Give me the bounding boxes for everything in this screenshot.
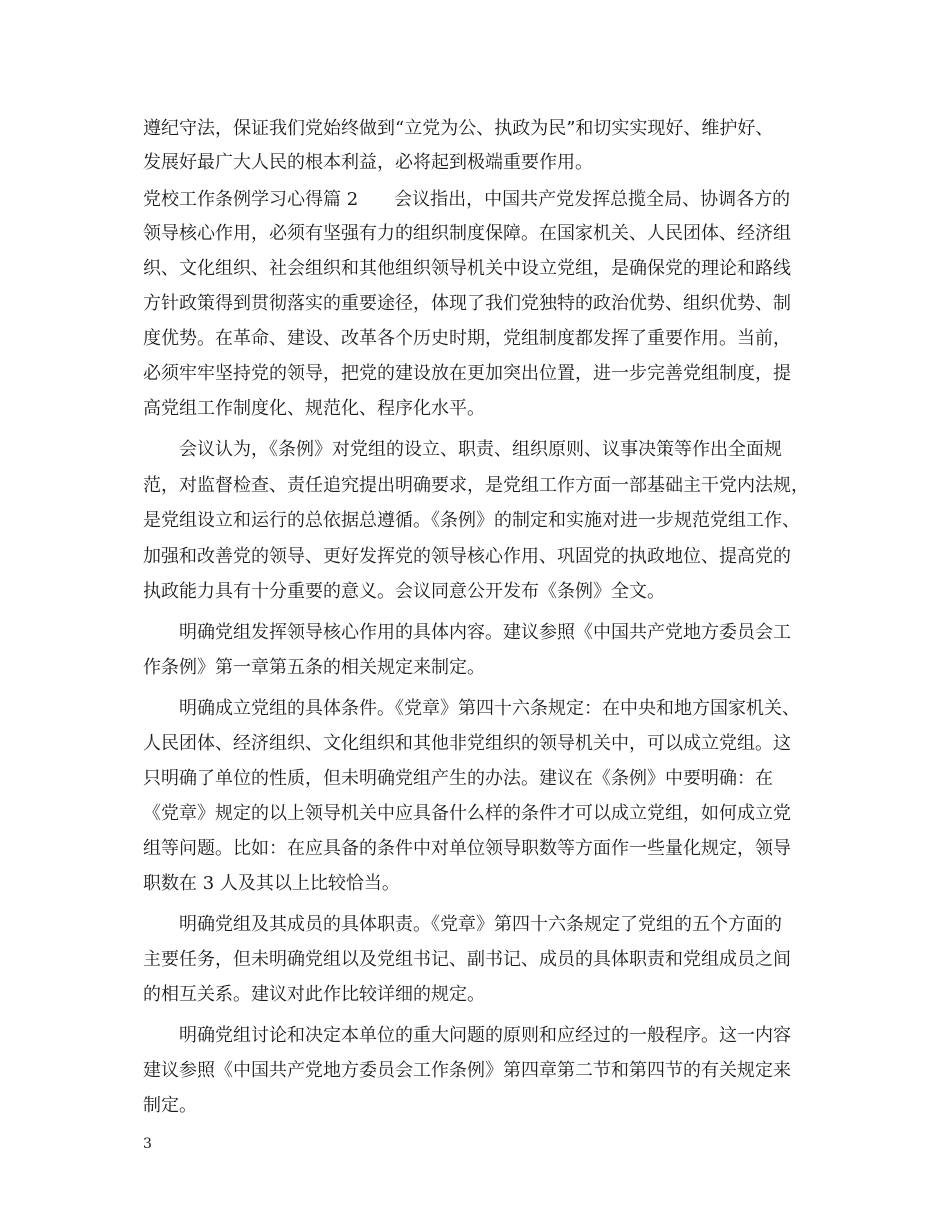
text-line: 《党章》规定的以上领导机关中应具备什么样的条件才可以成立党组，如何成立党 bbox=[143, 803, 791, 824]
text-line: 加强和改善党的领导、更好发挥党的领导核心作用、巩固党的执政地位、提高党的 bbox=[143, 546, 791, 567]
text-line: 方针政策得到贯彻落实的重要途径，体现了我们党独特的政治优势、组织优势、制 bbox=[143, 293, 791, 314]
text-line: 明确党组发挥领导核心作用的具体内容。建议参照《中国共产党地方委员会工 bbox=[143, 622, 791, 643]
text-line: 人民团体、经济组织、文化组织和其他非党组织的领导机关中，可以成立党组。这 bbox=[143, 733, 791, 754]
text-line: 范，对监督检查、责任追究提出明确要求，是党组工作方面一部基础主干党内法规， bbox=[143, 475, 809, 496]
text-line: 高党组工作制度化、规范化、程序化水平。 bbox=[143, 398, 485, 419]
text-line: 主要任务，但未明确党组以及党组书记、副书记、成员的具体职责和党组成员之间 bbox=[143, 949, 791, 970]
text-line: 必须牢牢坚持党的领导，把党的建设放在更加突出位置，进一步完善党组制度，提 bbox=[143, 363, 791, 384]
text-line: 制定。 bbox=[143, 1095, 197, 1116]
text-line: 明确成立党组的具体条件。《党章》第四十六条规定：在中央和地方国家机关、 bbox=[143, 698, 800, 719]
text-line: 的相互关系。建议对此作比较详细的规定。 bbox=[143, 984, 485, 1005]
text-line: 明确党组及其成员的具体职责。《党章》第四十六条规定了党组的五个方面的 bbox=[143, 914, 782, 935]
text-line: 会议认为，《条例》对党组的设立、职责、组织原则、议事决策等作出全面规 bbox=[143, 439, 782, 460]
page-number: 3 bbox=[143, 1136, 152, 1152]
text-line: 遵纪守法，保证我们党始终做到“立党为公、执政为民”和切实实现好、维护好、 bbox=[143, 118, 774, 139]
text-line: 执政能力具有十分重要的意义。会议同意公开发布《条例》全文。 bbox=[143, 581, 665, 602]
text-line: 作条例》第一章第五条的相关规定来制定。 bbox=[143, 657, 485, 678]
text-line: 领导核心作用，必须有坚强有力的组织制度保障。在国家机关、人民团体、经济组 bbox=[143, 223, 791, 244]
text-line: 明确党组讨论和决定本单位的重大问题的原则和应经过的一般程序。这一内容 bbox=[143, 1025, 791, 1046]
text-line: 建议参照《中国共产党地方委员会工作条例》第四章第二节和第四节的有关规定来 bbox=[143, 1060, 791, 1081]
text-line: 度优势。在革命、建设、改革各个历史时期，党组制度都发挥了重要作用。当前， bbox=[143, 328, 791, 349]
text-line: 是党组设立和运行的总依据总遵循。《条例》的制定和实施对进一步规范党组工作、 bbox=[143, 510, 800, 531]
text-line: 发展好最广大人民的根本利益，必将起到极端重要作用。 bbox=[143, 152, 593, 173]
text-line: 职数在 3 人及其以上比较恰当。 bbox=[143, 873, 400, 894]
text-line: 组等问题。比如：在应具备的条件中对单位领导职数等方面作一些量化规定，领导 bbox=[143, 838, 791, 859]
text-line: 只明确了单位的性质，但未明确党组产生的办法。建议在《条例》中要明确：在 bbox=[143, 768, 773, 789]
text-line: 织、文化组织、社会组织和其他组织领导机关中设立党组，是确保党的理论和路线 bbox=[143, 258, 791, 279]
text-line: 党校工作条例学习心得篇 2 会议指出，中国共产党发挥总揽全局、协调各方的 bbox=[143, 189, 791, 210]
